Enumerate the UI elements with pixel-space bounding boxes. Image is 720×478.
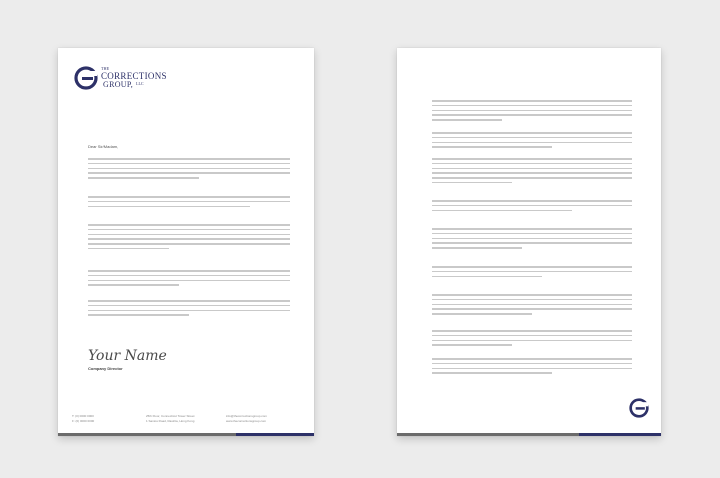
logo-group-text: GROUP, xyxy=(103,80,134,89)
body-paragraph xyxy=(88,196,290,210)
body-paragraph xyxy=(88,300,290,319)
footer-address xyxy=(146,414,194,424)
logo-g-icon xyxy=(629,398,649,418)
body-paragraph xyxy=(88,158,290,182)
footer-bar-grey xyxy=(58,433,236,436)
letterhead-page-front xyxy=(58,48,314,436)
logo-llc-text: LLC xyxy=(136,81,144,86)
letterhead-page-continuation xyxy=(397,48,661,436)
footer-website: www.thecorrectionsgroup.com xyxy=(226,419,267,423)
company-logo xyxy=(74,66,184,100)
footer-contact xyxy=(226,414,267,424)
body-paragraph xyxy=(432,266,632,280)
footer-fax: F: (0) 0000 0000 xyxy=(72,419,95,423)
logo-corrections-text: CORRECTIONS xyxy=(101,71,167,81)
footer-phones xyxy=(72,414,94,424)
footer-bar-navy xyxy=(236,433,314,436)
signature-title: Company Director xyxy=(88,366,123,371)
body-paragraph xyxy=(432,228,632,252)
footer-address-line: 1 Santos Road, Rastriia, Hong Kong xyxy=(146,419,195,423)
signature: Your Name xyxy=(88,348,167,364)
logo-g-icon xyxy=(74,66,98,90)
body-paragraph xyxy=(88,270,290,289)
salutation: Dear Sir/Madam, xyxy=(88,144,119,149)
body-paragraph xyxy=(432,200,632,214)
footer-phone: T: (0) 0000 0000 xyxy=(72,414,94,418)
body-paragraph xyxy=(88,224,290,253)
logo-the-text: THE xyxy=(101,66,110,71)
footer-bar-navy xyxy=(579,433,661,436)
body-paragraph xyxy=(432,132,632,151)
footer-address-line: 25th Floor, Connecticut Tower Street xyxy=(146,414,195,418)
body-paragraph xyxy=(432,330,632,349)
body-paragraph xyxy=(432,358,632,377)
footer-bar-grey xyxy=(397,433,579,436)
body-paragraph xyxy=(432,158,632,187)
body-paragraph xyxy=(432,294,632,318)
footer-email: info@thecorrectionsgroup.com xyxy=(226,414,267,418)
body-paragraph xyxy=(432,100,632,124)
